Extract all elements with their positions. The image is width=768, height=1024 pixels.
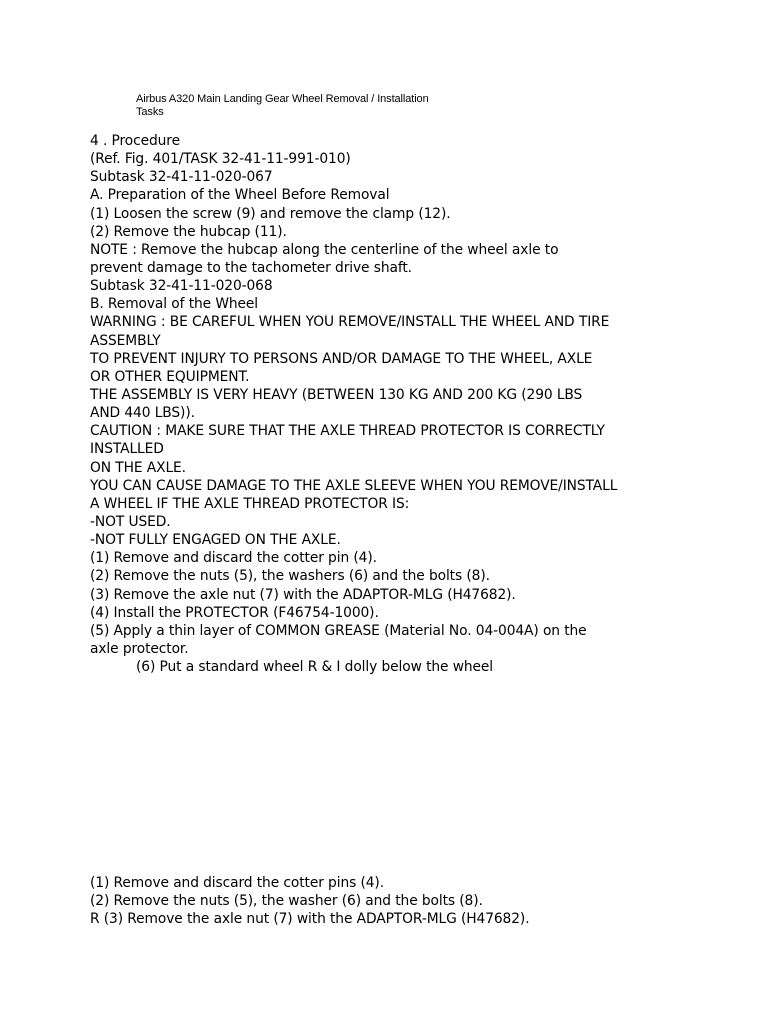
section-heading: 4 . Procedure	[90, 133, 180, 149]
caution-line: -NOT FULLY ENGAGED ON THE AXLE.	[90, 532, 341, 549]
caution-line: YOU CAN CAUSE DAMAGE TO THE AXLE SLEEVE WHEN YOU REMOVE/INSTALL	[90, 477, 618, 494]
step-line: (2) Remove the nuts (5), the washers (6) and the bolts (8).	[90, 568, 490, 585]
procedure-text-continued	[90, 874, 529, 928]
step-line: (4) Install the PROTECTOR (F46754-1000).	[90, 604, 379, 621]
procedure-text	[90, 132, 617, 676]
warning-line: WARNING : BE CAREFUL WHEN YOU REMOVE/INSTALL THE WHEEL AND TIRE	[90, 314, 610, 331]
step-heading: B. Removal of the Wheel	[90, 296, 259, 313]
step-line: (3) Remove the axle nut (7) with the ADAPTOR-MLG (H47682).	[90, 586, 516, 603]
warning-line: THE ASSEMBLY IS VERY HEAVY (BETWEEN 130 KG AND 200 KG (290 LBS	[90, 386, 583, 403]
step-line: (1) Remove and discard the cotter pin (4).	[90, 550, 377, 567]
document-header	[136, 93, 429, 119]
step-line: (6) Put a standard wheel R & I dolly below the wheel	[136, 659, 494, 676]
subtask-id: Subtask 32-41-11-020-068	[90, 278, 273, 295]
caution-line: ON THE AXLE.	[90, 459, 186, 476]
step-line: (2) Remove the hubcap (11).	[90, 223, 287, 240]
reference-line: (Ref. Fig. 401/TASK 32-41-11-991-010)	[90, 151, 351, 168]
step-line: (1) Remove and discard the cotter pins (4).	[90, 875, 384, 891]
warning-line: TO PREVENT INJURY TO PERSONS AND/OR DAMAGE TO THE WHEEL, AXLE	[90, 350, 593, 367]
step-line: (5) Apply a thin layer of COMMON GREASE (Material No. 04-004A) on the	[90, 622, 587, 639]
step-line: (1) Loosen the screw (9) and remove the clamp (12).	[90, 205, 451, 222]
step-line: (2) Remove the nuts (5), the washer (6) and the bolts (8).	[90, 893, 483, 910]
warning-line: AND 440 LBS)).	[90, 405, 195, 422]
header-subtitle: Tasks	[136, 106, 164, 118]
caution-line: -NOT USED.	[90, 513, 171, 530]
note-line: NOTE : Remove the hubcap along the centerline of the wheel axle to	[90, 241, 559, 258]
caution-line: CAUTION : MAKE SURE THAT THE AXLE THREAD PROTECTOR IS CORRECTLY	[90, 423, 605, 440]
caution-line: INSTALLED	[90, 441, 164, 458]
caution-line: A WHEEL IF THE AXLE THREAD PROTECTOR IS:	[90, 495, 410, 512]
step-heading: A. Preparation of the Wheel Before Removal	[90, 187, 390, 204]
note-line: prevent damage to the tachometer drive shaft.	[90, 259, 412, 276]
warning-line: ASSEMBLY	[90, 332, 161, 349]
subtask-id: Subtask 32-41-11-020-067	[90, 169, 273, 186]
step-line: axle protector.	[90, 640, 189, 657]
step-line: R (3) Remove the axle nut (7) with the ADAPTOR-MLG (H47682).	[90, 911, 530, 928]
warning-line: OR OTHER EQUIPMENT.	[90, 368, 250, 385]
header-title: Airbus A320 Main Landing Gear Wheel Removal / Installation	[136, 93, 429, 105]
